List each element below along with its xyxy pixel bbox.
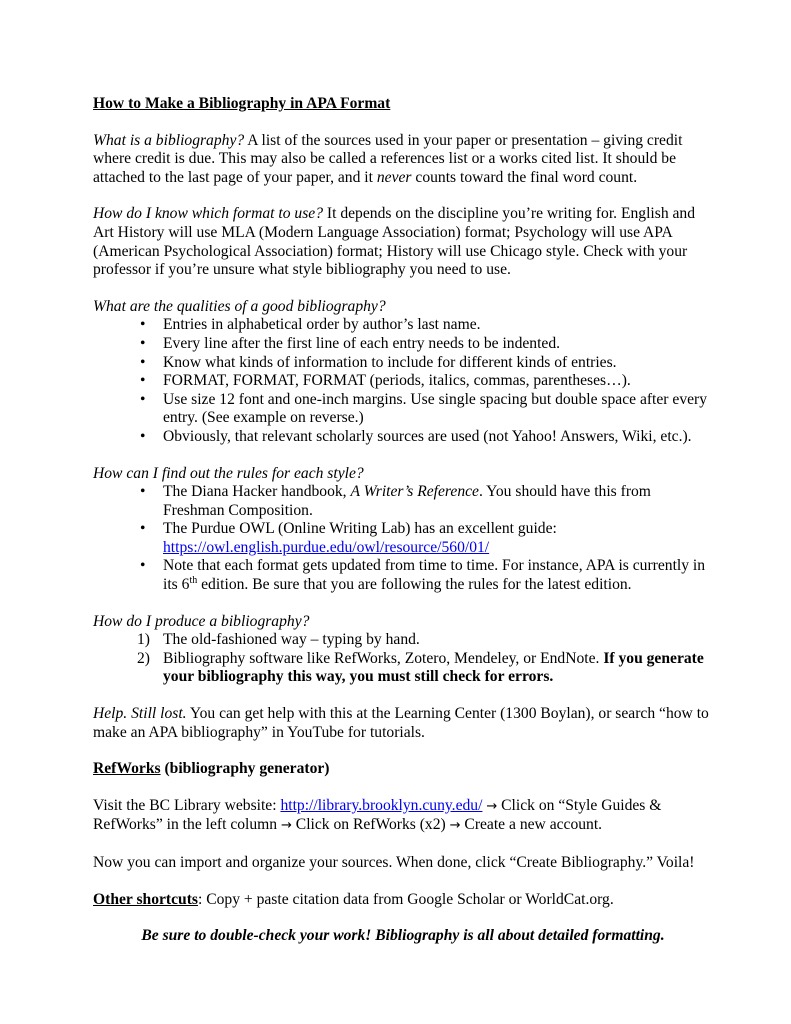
bc-library-link[interactable]: http://library.brooklyn.cuny.edu/ — [280, 796, 483, 814]
what-is-text-2: counts toward the final word count. — [411, 168, 638, 186]
document-title: How to Make a Bibliography in APA Format — [93, 95, 391, 112]
help-paragraph — [93, 705, 713, 742]
shortcuts-label: Other shortcuts — [93, 890, 198, 908]
list-item-manual — [93, 631, 713, 650]
software-text: Bibliography software like RefWorks, Zotero, Mendeley, or EndNote. — [163, 649, 604, 667]
import-paragraph: Now you can import and organize your sources. When done, click “Create Bibliography.” Voila! — [93, 854, 695, 871]
arrow-icon: → — [281, 818, 292, 834]
hacker-text-a: The Diana Hacker handbook, — [163, 483, 351, 501]
list-item: • Use size 12 font and one-inch margins. Use single spacing but double space after every entry. (See example on reverse.) — [93, 391, 713, 428]
closing-note: Be sure to double-check your work! Bibliography is all about detailed formatting. — [141, 927, 665, 945]
purdue-text: The Purdue OWL (Online Writing Lab) has an excellent guide: — [163, 520, 557, 538]
step-style-guides: Click on “Style Guides & RefWorks” in the left column — [93, 796, 662, 834]
shortcuts-paragraph — [93, 891, 713, 910]
qualities-list — [93, 316, 713, 446]
produce-list — [93, 631, 713, 687]
what-is-text-1: A list of the sources used in your paper or presentation – giving credit where credit is due. This may also be called a references list or a works cited list. It should be attached to the last page of your paper, and it — [93, 131, 683, 186]
list-item: • Know what kinds of information to include for different kinds of entries. — [93, 354, 713, 373]
refworks-heading-rest: (bibliography generator) — [160, 760, 330, 778]
what-is-emphasis: never — [376, 168, 412, 186]
which-format-text: It depends on the discipline you’re writing for. English and Art History will use MLA (Modern Language Association) format; Psychology will use APA (American Psychological Association) format; History will use Chicago style. Check with your professor if you’re unsure what style bibliography you need to use. — [93, 205, 696, 279]
purdue-owl-link[interactable]: https://owl.english.purdue.edu/owl/resource/560/01/ — [163, 538, 490, 556]
shortcuts-text: : Copy + paste citation data from Google Scholar or WorldCat.org. — [197, 890, 614, 908]
rules-question: How can I find out the rules for each style? — [93, 464, 364, 482]
refworks-steps-paragraph — [93, 797, 713, 836]
list-item-updates — [93, 557, 713, 594]
qualities-question: What are the qualities of a good bibliography? — [93, 297, 386, 315]
list-item: • FORMAT, FORMAT, FORMAT (periods, italics, commas, parentheses…). — [93, 372, 713, 391]
list-item: • Every line after the first line of each entry needs to be indented. — [93, 335, 713, 354]
manual-text: The old-fashioned way – typing by hand. — [163, 631, 420, 649]
edition-superscript: th — [189, 574, 198, 586]
list-item-software — [93, 650, 713, 687]
list-item-hacker — [93, 483, 713, 520]
visit-text: Visit the BC Library website: — [93, 796, 281, 814]
refworks-heading-label: RefWorks — [93, 760, 161, 778]
updates-text-b: edition. Be sure that you are following the rules for the latest edition. — [197, 576, 632, 594]
what-is-question: What is a bibliography? — [93, 131, 245, 149]
step-refworks: Click on RefWorks (x2) — [291, 816, 450, 834]
help-text: You can get help with this at the Learning Center (1300 Boylan), or search “how to make an APA bibliography” in YouTube for tutorials. — [93, 705, 709, 741]
produce-question: How do I produce a bibliography? — [93, 612, 310, 630]
which-format-paragraph — [93, 205, 713, 279]
updates-text-a: Note that each format gets updated from time to time. For instance, APA is currently in its 6 — [163, 557, 706, 594]
list-item: • Obviously, that relevant scholarly sources are used (not Yahoo! Answers, Wiki, etc.). — [93, 428, 713, 447]
arrow-icon: → — [449, 818, 461, 834]
what-is-paragraph — [93, 132, 713, 188]
hacker-book-title: A Writer’s Reference — [350, 483, 479, 501]
list-item-purdue — [93, 520, 713, 557]
step-create-account: Create a new account. — [460, 816, 603, 834]
list-item: • Entries in alphabetical order by author’s last name. — [93, 316, 713, 335]
software-warning: If you generate your bibliography this way, you must still check for errors. — [163, 649, 704, 686]
document-page — [93, 95, 713, 946]
hacker-text-b: . You should have this from Freshman Composition. — [163, 483, 651, 519]
arrow-icon: → — [486, 798, 498, 814]
which-format-question: How do I know which format to use? — [93, 205, 324, 223]
item-number: 2) — [137, 649, 150, 667]
refworks-heading — [93, 760, 713, 779]
help-question: Help. Still lost. — [93, 705, 187, 723]
rules-list — [93, 483, 713, 595]
item-number: 1) — [137, 631, 150, 649]
